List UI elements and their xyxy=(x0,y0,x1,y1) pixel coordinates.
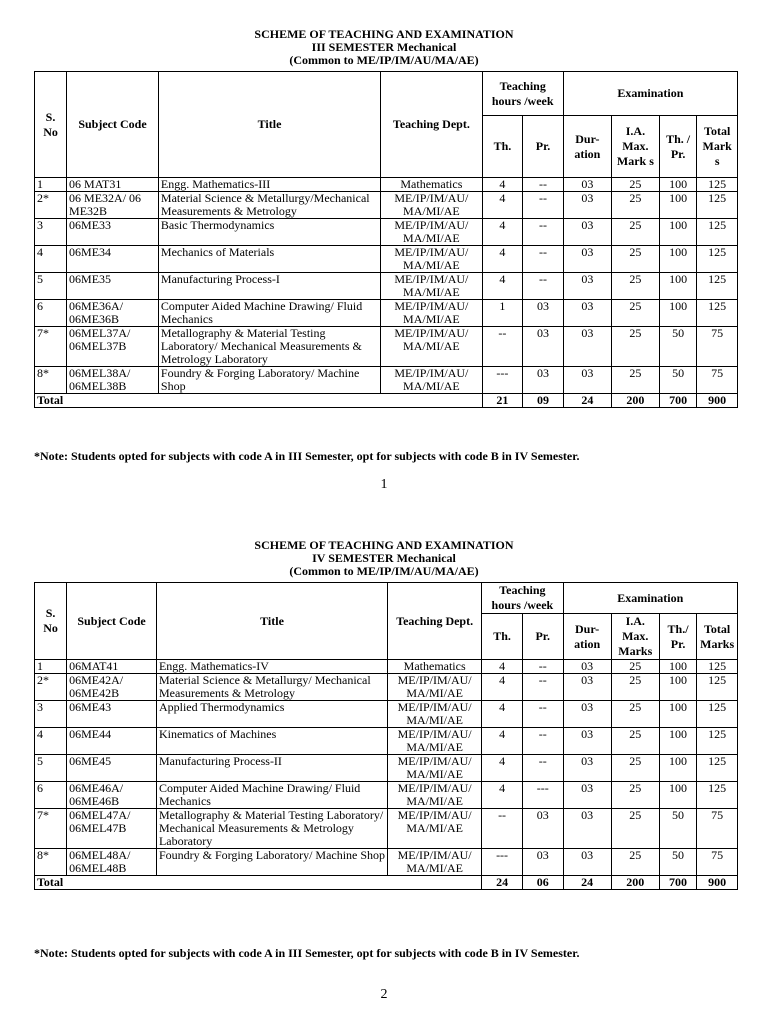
cell-dur: 03 xyxy=(563,246,611,273)
cell-ia: 25 xyxy=(611,192,659,219)
table-row xyxy=(35,701,738,728)
cell-dur: 03 xyxy=(563,728,611,755)
cell-pr: 03 xyxy=(522,809,563,849)
cell-pr: -- xyxy=(522,660,563,674)
table-row xyxy=(35,728,738,755)
table-row xyxy=(35,367,738,394)
cell-total: 125 xyxy=(697,300,738,327)
total-th: 24 xyxy=(482,876,523,890)
cell-pr: 03 xyxy=(523,367,564,394)
cell-pr: -- xyxy=(523,192,564,219)
duration-header: Dur- ation xyxy=(563,116,611,178)
cell-total: 75 xyxy=(697,327,738,367)
cell-th: -- xyxy=(482,327,523,367)
table-row xyxy=(35,219,738,246)
cell-thpr: 50 xyxy=(659,367,696,394)
total-label: Total xyxy=(35,394,483,408)
pr-header: Pr. xyxy=(522,614,563,660)
cell-code: 06ME35 xyxy=(67,273,159,300)
cell-ia: 25 xyxy=(611,782,659,809)
page2-heading xyxy=(0,539,768,578)
cell-total: 125 xyxy=(697,192,738,219)
cell-code: 06ME46A/ 06ME46B xyxy=(67,782,157,809)
cell-pr: -- xyxy=(522,755,563,782)
cell-total: 75 xyxy=(697,809,738,849)
cell-dept: Mathematics xyxy=(381,178,482,192)
total-dur: 24 xyxy=(563,394,611,408)
cell-th: 4 xyxy=(482,178,523,192)
total-total: 900 xyxy=(697,876,738,890)
cell-thpr: 100 xyxy=(659,728,696,755)
cell-thpr: 50 xyxy=(659,809,696,849)
th-pr-header: Th. / Pr. xyxy=(659,116,696,178)
cell-pr: --- xyxy=(522,782,563,809)
cell-sno: 6 xyxy=(35,782,67,809)
cell-dur: 03 xyxy=(563,809,611,849)
ia-max-marks-header: I.A. Max. Marks xyxy=(611,614,659,660)
cell-title: Applied Thermodynamics xyxy=(156,701,387,728)
cell-code: 06ME42A/ 06ME42B xyxy=(67,674,157,701)
cell-th: 4 xyxy=(482,219,523,246)
th-header: Th. xyxy=(482,614,523,660)
cell-code: 06ME44 xyxy=(67,728,157,755)
page2-common: (Common to ME/IP/IM/AU/MA/AE) xyxy=(289,564,479,578)
table-row xyxy=(35,246,738,273)
pr-header: Pr. xyxy=(523,116,564,178)
cell-total: 125 xyxy=(697,660,738,674)
cell-dur: 03 xyxy=(563,701,611,728)
title-header: Title xyxy=(158,72,380,178)
total-marks-header: Total Mark s xyxy=(697,116,738,178)
cell-code: 06MAT41 xyxy=(67,660,157,674)
cell-ia: 25 xyxy=(611,327,659,367)
total-ia: 200 xyxy=(611,394,659,408)
cell-dept: ME/IP/IM/AU/ MA/MI/AE xyxy=(381,367,482,394)
cell-code: 06 ME32A/ 06 ME32B xyxy=(67,192,159,219)
cell-pr: -- xyxy=(523,246,564,273)
page2-number: 2 xyxy=(380,987,388,1002)
cell-sno: 1 xyxy=(35,660,67,674)
sno-header: S. No xyxy=(35,583,67,660)
total-thpr: 700 xyxy=(659,394,696,408)
th-header: Th. xyxy=(482,116,523,178)
cell-th: 4 xyxy=(482,192,523,219)
cell-th: 1 xyxy=(482,300,523,327)
table-row xyxy=(35,273,738,300)
cell-pr: 03 xyxy=(523,327,564,367)
cell-thpr: 100 xyxy=(659,701,696,728)
page2-title: SCHEME OF TEACHING AND EXAMINATION xyxy=(254,538,514,552)
examination-header: Examination xyxy=(563,72,737,116)
table-row xyxy=(35,192,738,219)
cell-total: 125 xyxy=(697,219,738,246)
cell-dept: ME/IP/IM/AU/ MA/MI/AE xyxy=(388,701,482,728)
cell-dept: Mathematics xyxy=(388,660,482,674)
sno-header: S. No xyxy=(35,72,67,178)
cell-ia: 25 xyxy=(611,367,659,394)
page1-common: (Common to ME/IP/IM/AU/MA/AE) xyxy=(289,53,479,67)
cell-code: 06MEL47A/ 06MEL47B xyxy=(67,809,157,849)
cell-sno: 2* xyxy=(35,674,67,701)
title-header: Title xyxy=(156,583,387,660)
cell-dur: 03 xyxy=(563,755,611,782)
cell-sno: 7* xyxy=(35,809,67,849)
cell-thpr: 100 xyxy=(659,660,696,674)
cell-title: Metallography & Material Testing Laboratory/ Mechanical Measurements & Metrology Laboratory xyxy=(156,809,387,849)
cell-dept: ME/IP/IM/AU/ MA/MI/AE xyxy=(381,192,482,219)
cell-sno: 7* xyxy=(35,327,67,367)
cell-dur: 03 xyxy=(563,327,611,367)
teaching-dept-header: Teaching Dept. xyxy=(388,583,482,660)
cell-thpr: 100 xyxy=(659,300,696,327)
cell-th: 4 xyxy=(482,701,523,728)
duration-header: Dur- ation xyxy=(563,614,611,660)
cell-thpr: 100 xyxy=(659,674,696,701)
total-total: 900 xyxy=(697,394,738,408)
cell-dur: 03 xyxy=(563,219,611,246)
cell-code: 06MEL38A/ 06MEL38B xyxy=(67,367,159,394)
cell-sno: 4 xyxy=(35,246,67,273)
cell-th: 4 xyxy=(482,273,523,300)
cell-dur: 03 xyxy=(563,273,611,300)
total-row xyxy=(35,876,738,890)
cell-pr: 03 xyxy=(522,849,563,876)
cell-title: Material Science & Metallurgy/ Mechanical Measurements & Metrology xyxy=(156,674,387,701)
cell-sno: 8* xyxy=(35,849,67,876)
table-row xyxy=(35,178,738,192)
cell-thpr: 100 xyxy=(659,192,696,219)
cell-dur: 03 xyxy=(563,178,611,192)
th-pr-header: Th./ Pr. xyxy=(659,614,696,660)
ia-max-marks-header: I.A. Max. Mark s xyxy=(611,116,659,178)
cell-dept: ME/IP/IM/AU/ MA/MI/AE xyxy=(388,674,482,701)
cell-pr: -- xyxy=(523,219,564,246)
cell-thpr: 100 xyxy=(659,246,696,273)
cell-sno: 2* xyxy=(35,192,67,219)
cell-pr: -- xyxy=(522,701,563,728)
cell-title: Basic Thermodynamics xyxy=(158,219,380,246)
cell-dur: 03 xyxy=(563,782,611,809)
examination-header: Examination xyxy=(563,583,737,614)
cell-thpr: 50 xyxy=(659,327,696,367)
cell-title: Foundry & Forging Laboratory/ Machine Shop xyxy=(156,849,387,876)
table-row xyxy=(35,660,738,674)
total-pr: 09 xyxy=(523,394,564,408)
cell-ia: 25 xyxy=(611,701,659,728)
total-thpr: 700 xyxy=(659,876,696,890)
cell-th: --- xyxy=(482,849,523,876)
page1-title: SCHEME OF TEACHING AND EXAMINATION xyxy=(254,27,514,41)
page1-scheme-table xyxy=(34,71,738,408)
page2-scheme-table xyxy=(34,582,738,890)
cell-thpr: 100 xyxy=(659,755,696,782)
table-row xyxy=(35,674,738,701)
total-marks-header: Total Marks xyxy=(697,614,738,660)
cell-title: Metallography & Material Testing Laboratory/ Mechanical Measurements & Metrology Laboratory xyxy=(158,327,380,367)
cell-total: 125 xyxy=(697,755,738,782)
cell-total: 75 xyxy=(697,367,738,394)
cell-ia: 25 xyxy=(611,674,659,701)
cell-ia: 25 xyxy=(611,755,659,782)
total-th: 21 xyxy=(482,394,523,408)
cell-title: Engg. Mathematics-III xyxy=(158,178,380,192)
table-row xyxy=(35,782,738,809)
cell-ia: 25 xyxy=(611,809,659,849)
cell-sno: 8* xyxy=(35,367,67,394)
cell-sno: 6 xyxy=(35,300,67,327)
total-row xyxy=(35,394,738,408)
cell-dur: 03 xyxy=(563,192,611,219)
cell-title: Foundry & Forging Laboratory/ Machine Shop xyxy=(158,367,380,394)
table-row xyxy=(35,809,738,849)
subject-code-header: Subject Code xyxy=(67,583,157,660)
cell-th: 4 xyxy=(482,674,523,701)
cell-dept: ME/IP/IM/AU/ MA/MI/AE xyxy=(381,219,482,246)
cell-title: Manufacturing Process-I xyxy=(158,273,380,300)
cell-code: 06ME45 xyxy=(67,755,157,782)
cell-dur: 03 xyxy=(563,849,611,876)
table-row xyxy=(35,849,738,876)
cell-th: 4 xyxy=(482,246,523,273)
cell-ia: 25 xyxy=(611,219,659,246)
cell-total: 125 xyxy=(697,782,738,809)
cell-pr: 03 xyxy=(523,300,564,327)
cell-dept: ME/IP/IM/AU/ MA/MI/AE xyxy=(388,755,482,782)
cell-pr: -- xyxy=(523,178,564,192)
page2-semester: IV SEMESTER Mechanical xyxy=(312,551,456,565)
page1-number: 1 xyxy=(380,477,388,492)
subject-code-header: Subject Code xyxy=(67,72,159,178)
cell-thpr: 100 xyxy=(659,178,696,192)
total-label: Total xyxy=(35,876,482,890)
page1-heading xyxy=(0,28,768,67)
cell-th: 4 xyxy=(482,660,523,674)
cell-dept: ME/IP/IM/AU/ MA/MI/AE xyxy=(388,849,482,876)
cell-ia: 25 xyxy=(611,300,659,327)
cell-code: 06ME34 xyxy=(67,246,159,273)
cell-code: 06 MAT31 xyxy=(67,178,159,192)
cell-th: 4 xyxy=(482,755,523,782)
table-row xyxy=(35,300,738,327)
page2-note: *Note: Students opted for subjects with code A in III Semester, opt for subjects with code B in IV Semester. xyxy=(34,946,580,960)
cell-sno: 3 xyxy=(35,701,67,728)
cell-title: Manufacturing Process-II xyxy=(156,755,387,782)
cell-dur: 03 xyxy=(563,660,611,674)
cell-code: 06ME43 xyxy=(67,701,157,728)
total-pr: 06 xyxy=(522,876,563,890)
cell-dept: ME/IP/IM/AU/ MA/MI/AE xyxy=(381,300,482,327)
cell-thpr: 100 xyxy=(659,219,696,246)
cell-ia: 25 xyxy=(611,246,659,273)
cell-total: 125 xyxy=(697,728,738,755)
cell-dur: 03 xyxy=(563,367,611,394)
cell-total: 125 xyxy=(697,674,738,701)
page1-semester: III SEMESTER Mechanical xyxy=(311,40,457,54)
cell-th: 4 xyxy=(482,782,523,809)
page1-note: *Note: Students opted for subjects with code A in III Semester, opt for subjects with code B in IV Semester. xyxy=(34,449,580,463)
cell-title: Kinematics of Machines xyxy=(156,728,387,755)
cell-dur: 03 xyxy=(563,300,611,327)
cell-ia: 25 xyxy=(611,728,659,755)
cell-pr: -- xyxy=(523,273,564,300)
cell-thpr: 50 xyxy=(659,849,696,876)
cell-code: 06MEL48A/ 06MEL48B xyxy=(67,849,157,876)
cell-sno: 5 xyxy=(35,755,67,782)
cell-thpr: 100 xyxy=(659,273,696,300)
cell-thpr: 100 xyxy=(659,782,696,809)
cell-title: Computer Aided Machine Drawing/ Fluid Mechanics xyxy=(156,782,387,809)
cell-sno: 5 xyxy=(35,273,67,300)
cell-code: 06ME36A/ 06ME36B xyxy=(67,300,159,327)
teaching-dept-header: Teaching Dept. xyxy=(381,72,482,178)
cell-pr: -- xyxy=(522,728,563,755)
cell-th: -- xyxy=(482,809,523,849)
cell-th: --- xyxy=(482,367,523,394)
teaching-hours-header: Teaching hours /week xyxy=(482,72,563,116)
cell-dept: ME/IP/IM/AU/ MA/MI/AE xyxy=(381,273,482,300)
cell-dept: ME/IP/IM/AU/ MA/MI/AE xyxy=(388,809,482,849)
cell-total: 75 xyxy=(697,849,738,876)
cell-total: 125 xyxy=(697,701,738,728)
cell-total: 125 xyxy=(697,273,738,300)
cell-sno: 1 xyxy=(35,178,67,192)
cell-dept: ME/IP/IM/AU/ MA/MI/AE xyxy=(388,728,482,755)
total-ia: 200 xyxy=(611,876,659,890)
cell-title: Engg. Mathematics-IV xyxy=(156,660,387,674)
cell-th: 4 xyxy=(482,728,523,755)
cell-ia: 25 xyxy=(611,178,659,192)
cell-code: 06ME33 xyxy=(67,219,159,246)
cell-title: Computer Aided Machine Drawing/ Fluid Mechanics xyxy=(158,300,380,327)
cell-dept: ME/IP/IM/AU/ MA/MI/AE xyxy=(381,246,482,273)
teaching-hours-header: Teaching hours /week xyxy=(482,583,563,614)
cell-total: 125 xyxy=(697,246,738,273)
cell-sno: 3 xyxy=(35,219,67,246)
cell-dept: ME/IP/IM/AU/ MA/MI/AE xyxy=(381,327,482,367)
cell-ia: 25 xyxy=(611,273,659,300)
cell-title: Mechanics of Materials xyxy=(158,246,380,273)
table-row xyxy=(35,755,738,782)
cell-total: 125 xyxy=(697,178,738,192)
cell-ia: 25 xyxy=(611,849,659,876)
table-row xyxy=(35,327,738,367)
cell-sno: 4 xyxy=(35,728,67,755)
cell-dur: 03 xyxy=(563,674,611,701)
cell-ia: 25 xyxy=(611,660,659,674)
total-dur: 24 xyxy=(563,876,611,890)
cell-pr: -- xyxy=(522,674,563,701)
cell-title: Material Science & Metallurgy/Mechanical Measurements & Metrology xyxy=(158,192,380,219)
cell-dept: ME/IP/IM/AU/ MA/MI/AE xyxy=(388,782,482,809)
cell-code: 06MEL37A/ 06MEL37B xyxy=(67,327,159,367)
